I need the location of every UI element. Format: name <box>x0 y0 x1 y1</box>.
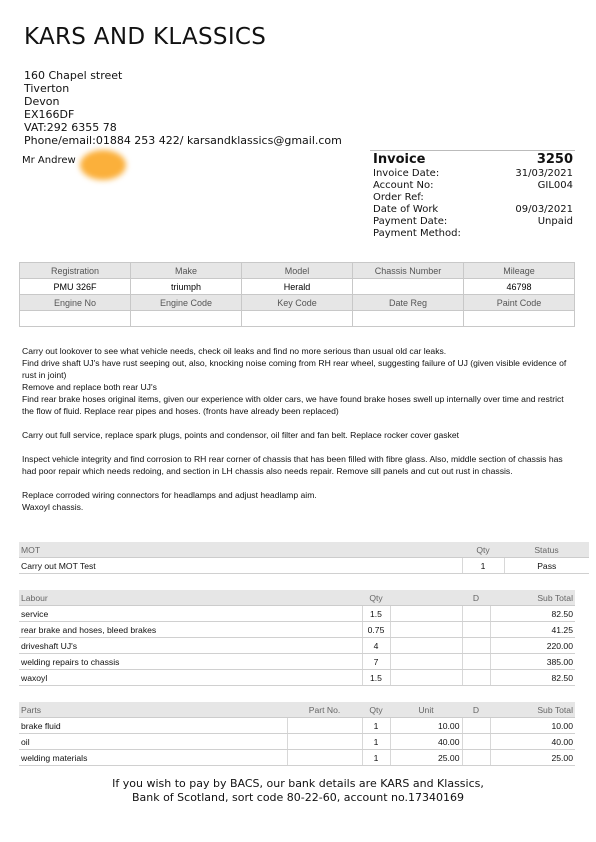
table-row <box>19 558 589 574</box>
blank-cell <box>390 654 462 670</box>
column-header: Date Reg <box>353 295 464 311</box>
part-desc: oil <box>19 734 287 750</box>
order-ref-label: Order Ref: <box>373 192 424 203</box>
date-reg-value <box>353 311 464 327</box>
part-discount <box>462 750 490 766</box>
address-line: 160 Chapel street <box>24 69 123 82</box>
labour-discount <box>462 606 490 622</box>
work-note: Find rear brake hoses original items, given our experience with older cars, we have found brake hoses swell up internally over time and restrict the flow of fluid. Replace rear pipes and hoses. (fronts have already been replaced) <box>22 394 564 416</box>
column-header: Paint Code <box>464 295 575 311</box>
status-header: Status <box>504 542 589 558</box>
mot-desc: Carry out MOT Test <box>19 558 462 574</box>
redaction-blur <box>80 150 126 180</box>
column-header: Make <box>131 263 242 279</box>
labour-qty: 0.75 <box>362 622 390 638</box>
date-of-work-label: Date of Work <box>373 204 439 215</box>
invoice-title: Invoice <box>373 152 426 167</box>
blank-cell <box>390 622 462 638</box>
payment-date-value: Unpaid <box>537 216 573 227</box>
payment-method-label: Payment Method: <box>373 228 461 239</box>
address-line: EX166DF <box>24 108 75 121</box>
part-qty: 1 <box>362 718 390 734</box>
table-row <box>19 670 575 686</box>
paragraph-gap <box>22 441 574 453</box>
part-unit: 10.00 <box>390 718 462 734</box>
company-address <box>24 69 342 147</box>
paragraph-gap <box>22 417 574 429</box>
bank-details-footer <box>0 777 596 805</box>
labour-qty: 1.5 <box>362 670 390 686</box>
work-note: Find drive shaft UJ's have rust seeping out, also, knocking noise coming from RH rear wheel, suggesting failure of UJ (given visible evidence of rust in joint) <box>22 358 567 380</box>
table-row <box>19 734 575 750</box>
work-note: Replace corroded wiring connectors for headlamps and adjust headlamp aim. <box>22 490 317 500</box>
part-desc: brake fluid <box>19 718 287 734</box>
part-no-header: Part No. <box>287 702 362 718</box>
payment-date-label: Payment Date: <box>373 216 448 227</box>
labour-desc: waxoyl <box>19 670 362 686</box>
table-row <box>19 622 575 638</box>
work-description <box>22 345 574 513</box>
vat-number: VAT:292 6355 78 <box>24 121 117 134</box>
column-header: Key Code <box>242 295 353 311</box>
part-qty: 1 <box>362 750 390 766</box>
mot-status: Pass <box>504 558 589 574</box>
work-note: Waxoyl chassis. <box>22 502 84 512</box>
part-discount <box>462 718 490 734</box>
discount-header: D <box>462 590 490 606</box>
mot-header: MOT <box>19 542 462 558</box>
make-value: triumph <box>131 279 242 295</box>
table-row <box>19 718 575 734</box>
column-header: Chassis Number <box>353 263 464 279</box>
labour-discount <box>462 622 490 638</box>
labour-subtotal: 82.50 <box>490 670 575 686</box>
qty-header: Qty <box>462 542 504 558</box>
mot-qty: 1 <box>462 558 504 574</box>
key-code-value <box>242 311 353 327</box>
part-unit: 25.00 <box>390 750 462 766</box>
part-desc: welding materials <box>19 750 287 766</box>
account-no-value: GIL004 <box>537 180 573 191</box>
model-value: Herald <box>242 279 353 295</box>
part-discount <box>462 734 490 750</box>
labour-desc: driveshaft UJ's <box>19 638 362 654</box>
labour-header: Labour <box>19 590 362 606</box>
labour-subtotal: 41.25 <box>490 622 575 638</box>
labour-desc: service <box>19 606 362 622</box>
account-no-label: Account No: <box>373 180 434 191</box>
column-header: Model <box>242 263 353 279</box>
paragraph-gap <box>22 477 574 489</box>
unit-header: Unit <box>390 702 462 718</box>
date-of-work-value: 09/03/2021 <box>515 204 573 215</box>
discount-header: D <box>462 702 490 718</box>
part-unit: 40.00 <box>390 734 462 750</box>
work-note: Inspect vehicle integrity and find corrosion to RH rear corner of chassis that has been filled with fibre glass. Also, middle section of chassis has had poor repair which needs redoing, and section in LH chassis also needs repair. Remove sill panels and cut out rust in chassis. <box>22 454 563 476</box>
divider <box>370 150 575 151</box>
labour-desc: welding repairs to chassis <box>19 654 362 670</box>
labour-desc: rear brake and hoses, bleed brakes <box>19 622 362 638</box>
part-subtotal: 40.00 <box>490 734 575 750</box>
labour-qty: 4 <box>362 638 390 654</box>
paint-code-value <box>464 311 575 327</box>
work-note: Carry out full service, replace spark plugs, points and condensor, oil filter and fan belt. Replace rocker cover gasket <box>22 430 460 440</box>
subtotal-header: Sub Total <box>490 702 575 718</box>
invoice-date-value: 31/03/2021 <box>515 168 573 179</box>
column-header: Engine No <box>20 295 131 311</box>
mot-table <box>19 542 589 574</box>
subtotal-header: Sub Total <box>490 590 575 606</box>
footer-line: If you wish to pay by BACS, our bank details are KARS and Klassics, <box>112 777 484 790</box>
labour-subtotal: 385.00 <box>490 654 575 670</box>
work-note: Carry out lookover to see what vehicle needs, check oil leaks and find no more serious than usual old car leaks. <box>22 346 447 356</box>
mileage-value: 46798 <box>464 279 575 295</box>
address-line: Tiverton <box>24 82 70 95</box>
engine-code-value <box>131 311 242 327</box>
part-qty: 1 <box>362 734 390 750</box>
vehicle-table <box>19 262 575 327</box>
part-number <box>287 750 362 766</box>
engine-no-value <box>20 311 131 327</box>
parts-table <box>19 702 575 766</box>
labour-subtotal: 220.00 <box>490 638 575 654</box>
blank-header <box>390 590 462 606</box>
table-row <box>19 750 575 766</box>
table-row <box>19 638 575 654</box>
qty-header: Qty <box>362 702 390 718</box>
table-row <box>19 606 575 622</box>
labour-discount <box>462 670 490 686</box>
labour-qty: 7 <box>362 654 390 670</box>
part-number <box>287 718 362 734</box>
labour-table <box>19 590 575 686</box>
invoice-details <box>373 152 573 240</box>
parts-header: Parts <box>19 702 287 718</box>
labour-discount <box>462 654 490 670</box>
part-subtotal: 10.00 <box>490 718 575 734</box>
footer-line: Bank of Scotland, sort code 80-22-60, account no.17340169 <box>131 791 465 804</box>
column-header: Mileage <box>464 263 575 279</box>
customer-name: Mr Andrew <box>22 155 76 166</box>
qty-header: Qty <box>362 590 390 606</box>
labour-qty: 1.5 <box>362 606 390 622</box>
contact-details: Phone/email:01884 253 422/ karsandklassics@gmail.com <box>24 134 342 147</box>
blank-cell <box>390 606 462 622</box>
column-header: Engine Code <box>131 295 242 311</box>
column-header: Registration <box>20 263 131 279</box>
blank-cell <box>390 670 462 686</box>
table-row <box>19 654 575 670</box>
company-name: KARS AND KLASSICS <box>24 24 267 50</box>
part-number <box>287 734 362 750</box>
work-note: Remove and replace both rear UJ's <box>22 382 157 392</box>
registration-value: PMU 326F <box>20 279 131 295</box>
address-line: Devon <box>24 95 60 108</box>
blank-cell <box>390 638 462 654</box>
invoice-date-label: Invoice Date: <box>373 168 440 179</box>
labour-discount <box>462 638 490 654</box>
invoice-number: 3250 <box>536 152 573 167</box>
labour-subtotal: 82.50 <box>490 606 575 622</box>
part-subtotal: 25.00 <box>490 750 575 766</box>
chassis-number-value <box>353 279 464 295</box>
